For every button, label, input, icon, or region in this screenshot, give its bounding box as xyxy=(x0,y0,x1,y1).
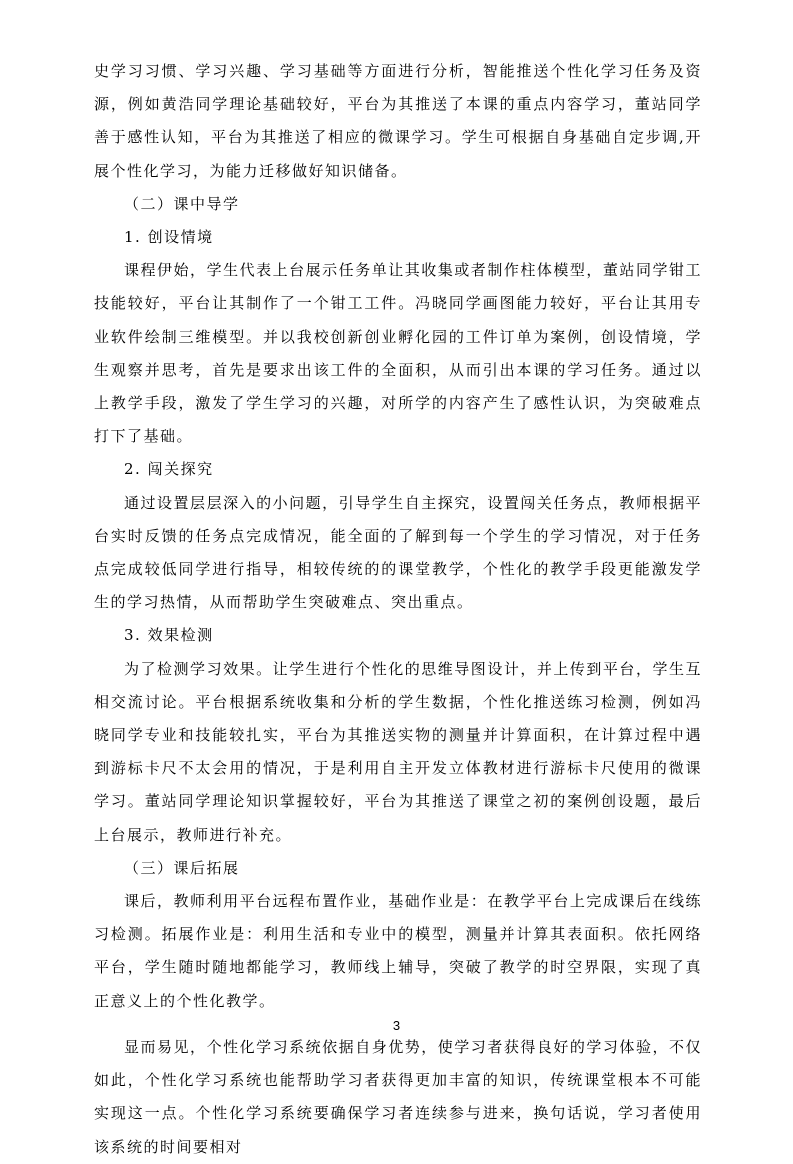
paragraph-evaluate: 为了检测学习效果。让学生进行个性化的思维导图设计，并上传到平台，学生互相交流讨论。平台根据系统收集和分析的学生数据，个性化推送练习检测，例如冯晓同学专业和技能较扎实，平台为其推送实物的测量并计算面积，在计算过程中遇到游标卡尺不太会用的情况，于是利用自主开发立体教材进行游标卡尺使用的微课学习。董站同学理论知识掌握较好，平台为其推送了课堂之初的案例创设题，最后上台展示，教师进行补充。 xyxy=(94,659,702,844)
subheading-create-scenario: 1. 创设情境 xyxy=(124,228,214,247)
paragraph-create-scenario: 课程伊始，学生代表上台展示任务单让其收集或者制作柱体模型，董站同学钳工技能较好，平台让其制作了一个钳工工件。冯晓同学画图能力较好，平台让其用专业软件绘制三维模型。并以我校创新创业孵化园的工件订单为案例，创设情境，学生观察并思考，首先是要求出该工件的全面积，从而引出本课的学习任务。通过以上教学手段，激发了学生学习的兴趣，对所学的内容产生了感性认识，为突破难点打下了基础。 xyxy=(94,261,702,446)
paragraph-after-class: 课后，教师利用平台远程布置作业，基础作业是：在教学平台上完成课后在线练习检测。拓展作业是：利用生活和专业中的模型，测量并计算其表面积。依托网络平台，学生随时随地都能学习，教师线上辅导，突破了教学的时空界限，实现了真正意义上的个性化教学。 xyxy=(94,892,702,1010)
section-heading-in-class: （二）课中导学 xyxy=(124,194,240,213)
section-heading-after-class: （三）课后拓展 xyxy=(124,858,240,877)
body-text xyxy=(94,55,702,1164)
paragraph-continuation: 史学习习惯、学习兴趣、学习基础等方面进行分析，智能推送个性化学习任务及资源，例如黄浩同学理论基础较好，平台为其推送了本课的重点内容学习，董站同学善于感性认知，平台为其推送了相应的微课学习。学生可根据自身基础自定步调,开展个性化学习，为能力迁移做好知识储备。 xyxy=(94,62,702,180)
subheading-explore: 2. 闯关探究 xyxy=(124,460,214,479)
page-number: 3 xyxy=(392,1018,401,1033)
paragraph-explore: 通过设置层层深入的小问题，引导学生自主探究，设置闯关任务点，教师根据平台实时反馈的任务点完成情况，能全面的了解到每一个学生的学习情况，对于任务点完成较低同学进行指导，相较传统的的课堂教学，个性化的教学手段更能激发学生的学习热情，从而帮助学生突破难点、突出重点。 xyxy=(94,493,702,612)
paragraph-conclusion: 显而易见，个性化学习系统依据自身优势，使学习者获得良好的学习体验，不仅如此，个性化学习系统也能帮助学习者获得更加丰富的知识，传统课堂根本不可能实现这一点。个性化学习系统要确保学习者连续参与进来，换句话说，学习者使用该系统的时间要相对 xyxy=(94,1037,702,1156)
subheading-evaluate: 3. 效果检测 xyxy=(124,626,214,645)
